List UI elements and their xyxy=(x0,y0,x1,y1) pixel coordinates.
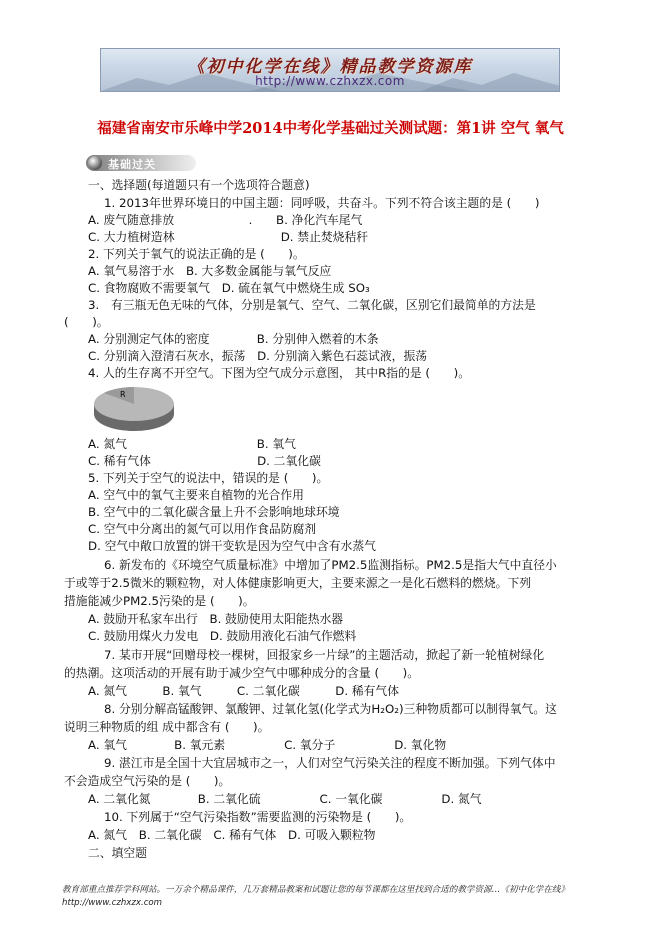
text-line: C. 大力植树造林 D. 禁止焚烧秸秆 xyxy=(88,230,369,244)
text-line: 7. 某市开展“回赠母校一棵树，回报家乡一片绿”的主题活动，掀起了新一轮植树绿化 xyxy=(104,648,545,662)
text-line: C. 食物腐败不需要氧气 D. 硫在氧气中燃烧生成 SO₃ xyxy=(88,281,370,295)
text-line: 2. 下列关于氧气的说法正确的是 ( )。 xyxy=(88,247,305,261)
section-badge-label: 基础过关 xyxy=(108,158,156,171)
document-title: 福建省南安市乐峰中学2014中考化学基础过关测试题：第1讲 空气 氧气 xyxy=(97,120,564,137)
text-line: B. 空气中的二氧化碳含量上升不会影响地球环境 xyxy=(88,505,340,519)
text-line: 4. 人的生存离不开空气。下图为空气成分示意图， 其中R指的是 ( )。 xyxy=(88,366,471,380)
text-line: 1. 2013年世界环境日的中国主题：同呼吸，共奋斗。下列不符合该主题的是 ( ) xyxy=(104,196,540,210)
text-line: C. 空气中分离出的氮气可以用作食品防腐剂 xyxy=(88,522,317,536)
text-line: 3. 有三瓶无色无味的气体，分别是氧气、空气、二氧化碳，区别它们最简单的方法是 xyxy=(88,298,536,312)
text-line: 一、选择题(每道题只有一个选项符合题意) xyxy=(88,178,310,192)
text-line: A. 氮气 B. 二氧化碳 C. 稀有气体 D. 可吸入颗粒物 xyxy=(88,828,376,842)
text-line: ( )。 xyxy=(64,315,109,329)
text-line: 8. 分别分解高锰酸钾、氯酸钾、过氧化氢(化学式为H₂O₂)三种物质都可以制得氧气。这 xyxy=(104,702,557,716)
text-line: C. 稀有气体 D. 二氧化碳 xyxy=(88,454,321,468)
text-line: A. 二氧化氮 B. 二氧化硫 C. 一氧化碳 D. 氮气 xyxy=(88,792,482,806)
text-line: 5. 下列关于空气的说法中，错误的是 ( )。 xyxy=(88,471,329,485)
text-line: A. 氧气 B. 氧元素 C. 氧分子 D. 氧化物 xyxy=(88,738,447,752)
text-line: A. 分别测定气体的密度 B. 分别伸入燃着的木条 xyxy=(88,332,379,346)
text-line: D. 空气中敞口放置的饼干变软是因为空气中含有水蒸气 xyxy=(88,539,376,553)
text-line: A. 氮气 B. 氧气 C. 二氧化碳 D. 稀有气体 xyxy=(88,684,400,698)
section-badge xyxy=(86,155,196,171)
text-line: 不会造成空气污染的是 ( )。 xyxy=(64,774,231,788)
air-composition-pie-chart xyxy=(92,384,176,434)
text-line: 的热潮。这项活动的开展有助于减少空气中哪种成分的含量 ( )。 xyxy=(64,666,420,680)
text-line: 10. 下列属于“空气污染指数”需要监测的污染物是 ( )。 xyxy=(104,810,412,824)
text-line: 6. 新发布的《环境空气质量标准》中增加了PM2.5监测指标。PM2.5是指大气中直径小 xyxy=(104,558,557,572)
text-line: C. 鼓励用煤火力发电 D. 鼓励用液化石油气作燃料 xyxy=(88,629,357,643)
header-banner xyxy=(100,48,560,92)
text-line: 9. 湛江市是全国十大宜居城市之一，人们对空气污染关注的程度不断加强。下列气体中 xyxy=(104,756,556,770)
pie-slice-r-label: R xyxy=(120,390,126,399)
banner-title: 《初中化学在线》精品教学资源库 xyxy=(187,57,473,77)
text-line: A. 废气随意排放 . B. 净化汽车尾气 xyxy=(88,213,363,227)
text-line: A. 氮气 B. 氧气 xyxy=(88,437,296,451)
text-line: 于或等于2.5微米的颗粒物，对人体健康影响更大，主要来源之一是化石燃料的燃烧。下列 xyxy=(64,576,532,590)
text-line: A. 空气中的氧气主要来自植物的光合作用 xyxy=(88,488,304,502)
text-line: A. 氧气易溶于水 B. 大多数金属能与氧气反应 xyxy=(88,264,332,278)
text-line: 二、填空题 xyxy=(88,846,147,860)
text-line: 说明三种物质的组 成中都含有 ( )。 xyxy=(64,720,270,734)
text-line: A. 鼓励开私家车出行 B. 鼓励使用太阳能热水器 xyxy=(88,612,344,626)
text-line: C. 分别滴入澄清石灰水，振荡 D. 分别滴入紫色石蕊试液，振荡 xyxy=(88,349,428,363)
text-line: 措施能减少PM2.5污染的是 ( )。 xyxy=(64,594,255,608)
badge-bullet-icon xyxy=(88,156,102,170)
footer-note: 教育部重点推荐学科网站。一万余个精品课件，几万套精品教案和试题让您的每节课都在这里找到合适的教学资源…《初中化学在线》http://www.czhxzx.com xyxy=(62,885,570,908)
banner-url[interactable]: http://www.czhxzx.com xyxy=(255,74,405,88)
